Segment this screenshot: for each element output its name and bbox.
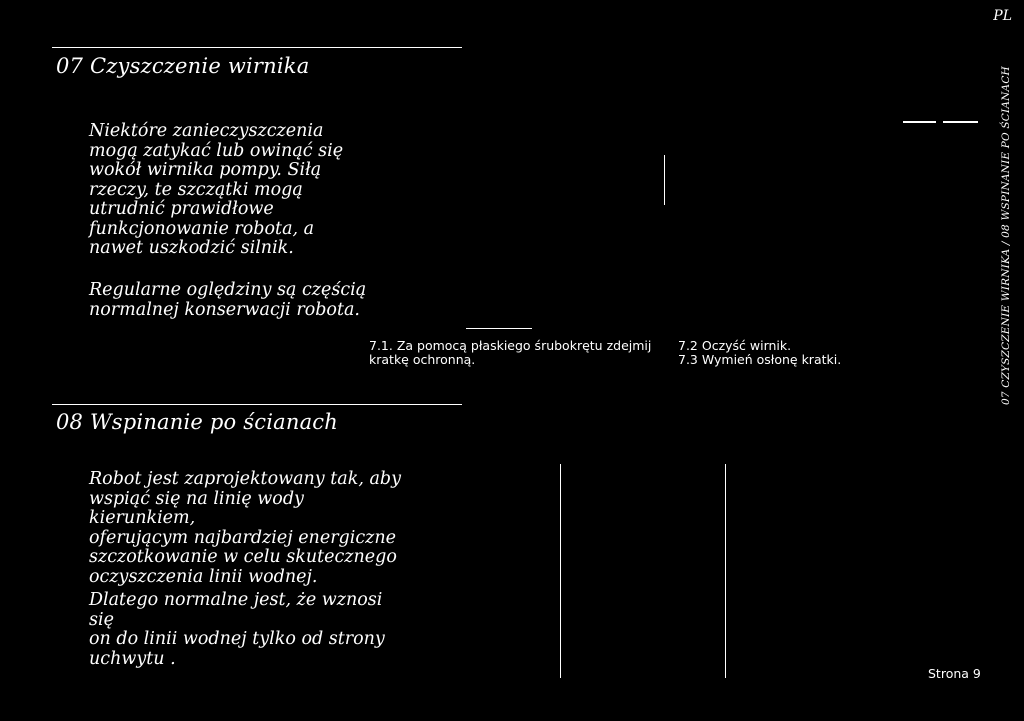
illustration-line [725,464,726,678]
illustration-line [943,121,978,123]
section-7-paragraph-2: Regularne oględziny są częścią normalnej konserwacji robota. [89,280,367,320]
section-7-rule [52,47,462,48]
section-8-paragraph-2: Dlatego normalne jest, że wznosi się on do linii wodnej tylko od strony uchwytu . [89,590,385,669]
language-label: PL [993,8,1012,24]
section-8-rule [52,404,462,405]
illustration-line [903,121,936,123]
illustration-line [466,328,532,329]
illustration-line [664,155,665,205]
section-8-paragraph-1: Robot jest zaprojektowany tak, aby wspiąć się na linię wody kierunkiem, oferującym najbardziej energiczne szczotkowanie w celu skutecznego oczyszczenia linii wodnej. [89,469,401,587]
illustration-line [560,464,561,678]
section-7-paragraph-1: Niektóre zanieczyszczenia mogą zatykać lub owinąć się wokół wirnika pompy. Siłą rzeczy, te szczątki mogą utrudnić prawidłowe funkcjonowanie robota, a nawet uszkodzić silnik. [89,121,344,258]
side-section-label: 07 CZYSZCZENIE WIRNIKA / 08 WSPINANIE PO ŚCIANACH [1000,66,1012,405]
steps-7-2-7-3: 7.2 Oczyść wirnik. 7.3 Wymień osłonę kratki. [678,338,842,367]
section-8-title: 08 Wspinanie po ścianach [56,410,338,434]
page-number: Strona 9 [928,666,981,681]
section-7-title: 07 Czyszczenie wirnika [56,54,310,78]
step-7-1: 7.1. Za pomocą płaskiego śrubokrętu zdejmij kratkę ochronną. [369,338,652,367]
